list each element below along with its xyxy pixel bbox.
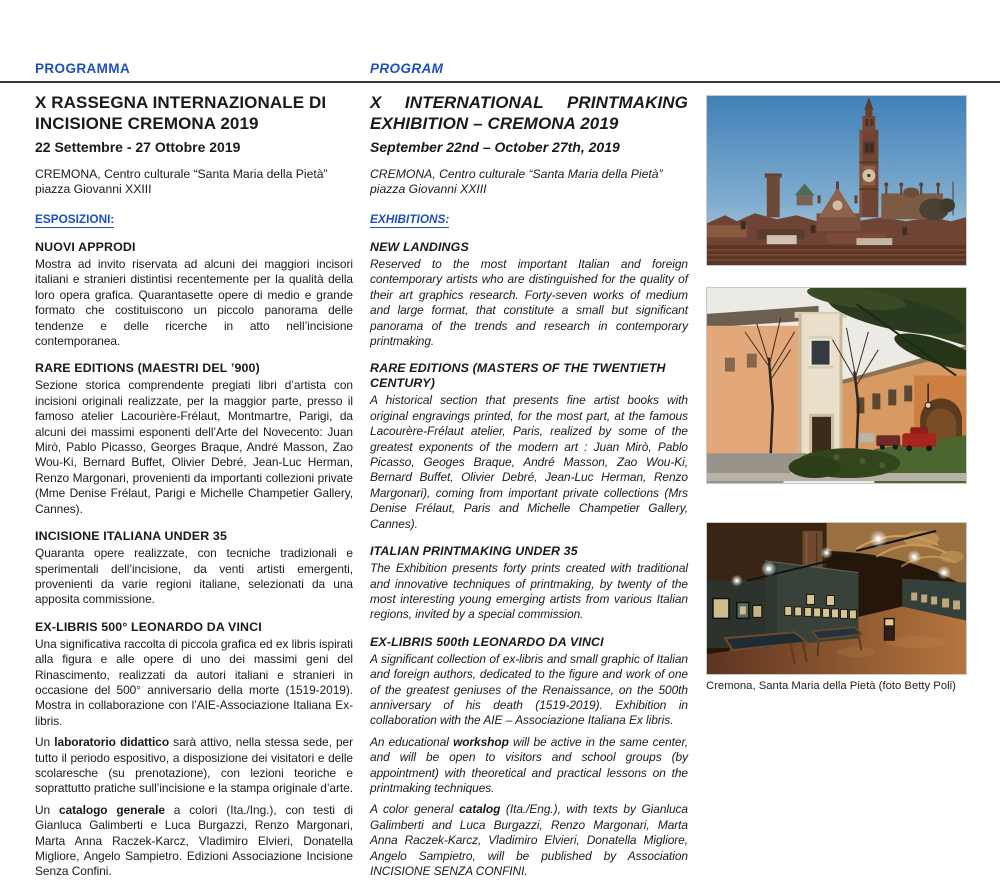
cremona-skyline-torrazzo-photo [706, 95, 967, 266]
bold-text: catalogo generale [59, 802, 165, 817]
page-title-italian [35, 92, 353, 134]
section [370, 635, 688, 880]
italian-sections [35, 240, 353, 880]
section [35, 620, 353, 880]
header-rule [0, 81, 1000, 83]
santa-maria-della-pieta-exterior-photo [706, 287, 967, 484]
label-text: ESPOSIZIONI: [35, 212, 115, 226]
section [35, 361, 353, 517]
section-heading: RARE EDITIONS (MASTERS OF THE TWENTIETH CENTURY) [370, 361, 666, 391]
paragraph: Una significativa raccolta di piccola grafica ed ex libris ispirati alla figura e alle opere di uno dei massimi geni del Rinascimento, realizzati da autori italiani e stranieri in occasione del 500° anniversario della morte (1519-2019). Mostra in collaborazione con l’AIE-Associazione Italiana Ex-libris. [35, 636, 353, 728]
photo-caption: Cremona, Santa Maria della Pietà (foto Betty Poli) [706, 680, 956, 692]
italian-column [35, 92, 353, 880]
paragraph: Sezione storica comprendente pregiati libri d’artista con incisioni originali realizzate, per la maggior parte, presso il famoso atelier Lacourière-Frélaut, Montmartre, Parigi, da alcuni dei massimi esponenti dell’Arte del Novecento: Juan Mirò, Pablo Picasso, Georges Braque, André Masson, Zao Wou-Ki, Bernard Buffet, Olivier Debré, Jean-Luc Herman, Renzo Margonari, provenienti da importanti collezioni private (Mme Denise Frélaut, Parigi e Michelle Champetier Gallery, Cannes). [35, 378, 353, 516]
kicker-program: PROGRAM [370, 61, 444, 76]
page-title-english [370, 92, 688, 134]
section-heading: INCISIONE ITALIANA UNDER 35 [35, 529, 227, 544]
paragraph: Mostra ad invito riservata ad alcuni dei maggiori incisori italiani e stranieri distintisi recentemente per la qualità della loro opera grafica. Quarantasette opere di medio e grande formato che costituiscono un piccolo panorama delle tendenze e delle ricerche in atto nell’incisione contemporanea. [35, 257, 353, 349]
venue-line: CREMONA, Centro culturale “Santa Maria della Pietà” [370, 167, 663, 181]
paragraph: Quaranta opere realizzate, con tecniche tradizionali e sperimentali dell’incisione, da venti artisti emergenti, provenienti da varie regioni italiane, selezionati da una apposita commissione. [35, 546, 353, 607]
title-line: INCISIONE CREMONA 2019 [35, 114, 259, 133]
skyline-illustration [707, 96, 966, 265]
title-line: X RASSEGNA INTERNAZIONALE DI [35, 93, 327, 112]
title-line: X INTERNATIONAL PRINTMAKING [370, 93, 688, 112]
venue-italian [35, 167, 353, 197]
bold-text: laboratorio didattico [54, 735, 170, 750]
date-range-english: September 22nd – October 27th, 2019 [370, 139, 620, 155]
paragraph: A color general catalog (Ita./Eng.), with texts by Gianluca Galimberti and Luca Burgazzi, Renzo Margonari, Marta Anna Raczek-Karcz, Vladimiro Elvieri, Donatella Migliore, Angelo Sampietro, will be published by Association INCISIONE SENZA CONFINI. [370, 802, 688, 878]
section-heading: RARE EDITIONS (MAESTRI DEL ’900) [35, 361, 260, 376]
exhibitions-label-italian [35, 210, 353, 228]
section [35, 529, 353, 608]
section-heading: EX-LIBRIS 500° LEONARDO DA VINCI [35, 619, 262, 634]
section [370, 361, 688, 532]
venue-line: piazza Giovanni XXIII [35, 182, 152, 196]
english-sections [370, 240, 688, 879]
paragraph: A historical section that presents fine artist books with original engravings printed, for the most part, at the famous Lacourère-Frélaut atelier, Paris, realized by some of the greatest exponents of the modern art : Juan Mirò, Pablo Picasso, Geoges Braque, André Masson, Zao Wou-Ki, Bernard Buffet, Olivier Debré, Jean-Luc Herman, Renzo Margonari), coming from important private collections (Mrs Denise Frélaut, Paris and Michelle Champetier Gallery, Cannes). [370, 393, 688, 531]
section [370, 240, 688, 349]
building-illustration [707, 288, 966, 483]
paragraph: Reserved to the most important Italian and foreign contemporary artists who are distinguished for the quality of their art graphics research. Forty-seven works of medium and large format, that constitute a small but significant panorama of the trends and research in contemporary printmaking. [370, 257, 688, 349]
venue-line: CREMONA, Centro culturale “Santa Maria della Pietà” [35, 167, 328, 181]
section [370, 544, 688, 623]
section-heading: NUOVI APPRODI [35, 240, 136, 254]
paragraph: Un laboratorio didattico sarà attivo, nella stessa sede, per tutto il periodo espositivo, a disposizione dei visitatori e delle scolaresche (su prenotazione), con lezioni teoriche e soprattutto pratiche sull’incisione e la stampa originale d’arte. [35, 735, 354, 796]
venue-line: piazza Giovanni XXIII [370, 182, 487, 196]
paragraph: An educational workshop will be active in the same center, and will be open to visitors and school groups (by appointment) with theoretical and practical lessons on the printmaking techniques. [370, 734, 688, 795]
venue-english [370, 167, 688, 197]
exhibitions-label-english [370, 210, 688, 228]
bold-text: catalog [459, 802, 501, 817]
label-text: EXHIBITIONS: [370, 212, 450, 226]
exhibition-hall-interior-photo [706, 522, 967, 675]
date-range-italian: 22 Settembre - 27 Ottobre 2019 [35, 139, 241, 155]
section [35, 240, 353, 349]
paragraph: A significant collection of ex-libris and small graphic of Italian and foreign authors, dedicated to the figure and work of one of the greatest geniuses of the Renaissance, on the 500th anniversary of his death (1519-2019). Exhibition in collaboration with the AIE – Associazione Italiana Ex libris. [370, 651, 688, 728]
paragraph: The Exhibition presents forty prints created with traditional and innovative techniques of printmaking, by twenty of the most interesting young emerging artists from various Italian regions, invited by a special commission. [370, 561, 688, 622]
section-heading: NEW LANDINGS [370, 240, 469, 254]
gallery-illustration [707, 523, 966, 674]
section-heading: EX-LIBRIS 500th LEONARDO DA VINCI [370, 634, 604, 649]
kicker-programma: PROGRAMMA [35, 61, 131, 76]
photo-column [706, 95, 967, 707]
english-column [370, 92, 688, 879]
section-heading: ITALIAN PRINTMAKING UNDER 35 [370, 544, 578, 559]
title-line: EXHIBITION – CREMONA 2019 [370, 114, 619, 133]
paragraph: Un catalogo generale a colori (Ita./Ing.), con testi di Gianluca Galimberti e Luca Burgazzi, Renzo Margonari, Marta Anna Raczek-Karcz, Vladimiro Elvieri, Donatella Migliore, Angelo Sampietro. Edizioni Associazione Incisione Senza Confini. [35, 802, 353, 879]
bold-text: workshop [453, 734, 509, 749]
